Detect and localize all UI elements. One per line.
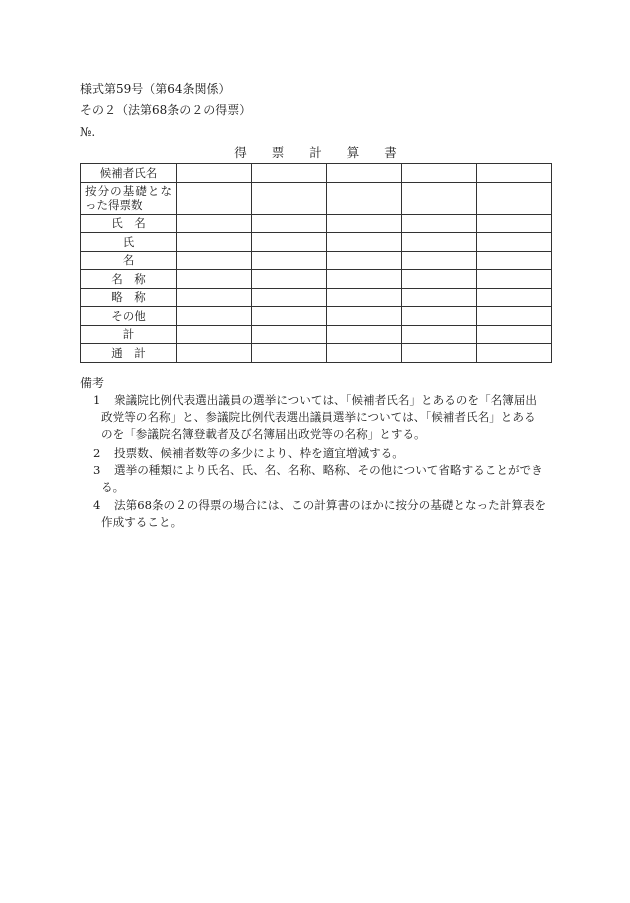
table-cell[interactable]	[327, 288, 402, 307]
table-cell[interactable]	[402, 214, 477, 233]
notes-heading: 備考	[80, 376, 105, 390]
row-label: 名	[81, 251, 177, 270]
row-label: 氏 名	[81, 214, 177, 233]
row-label: 氏	[81, 233, 177, 252]
note-text	[80, 392, 552, 444]
table-cell[interactable]	[327, 233, 402, 252]
note-line: 選挙の種類により氏名、氏、名、名称、略称、その他について省略することができ	[114, 463, 543, 477]
table-cell[interactable]	[327, 214, 402, 233]
table-cell[interactable]	[252, 325, 327, 344]
note-line: 作成すること。	[101, 515, 183, 530]
table-cell[interactable]	[477, 307, 552, 326]
table-row-running-total	[81, 344, 552, 363]
number-label: №.	[80, 125, 96, 139]
table-cell[interactable]	[177, 325, 252, 344]
table-cell[interactable]	[327, 182, 402, 214]
table-cell[interactable]	[177, 214, 252, 233]
table-cell[interactable]	[177, 307, 252, 326]
table-cell[interactable]	[252, 164, 327, 183]
row-label-text: 按分の基礎となった得票数	[85, 184, 172, 212]
table-row-abbreviation	[81, 288, 552, 307]
note-line: 法第68条の２の得票の場合には、この計算書のほかに按分の基礎となった計算表を	[114, 498, 547, 512]
table-cell[interactable]	[252, 307, 327, 326]
table-row-given-name	[81, 251, 552, 270]
table-cell[interactable]	[327, 270, 402, 289]
table-cell[interactable]	[327, 344, 402, 363]
row-label: その他	[81, 307, 177, 326]
table-cell[interactable]	[477, 233, 552, 252]
row-label: 名 称	[81, 270, 177, 289]
row-label	[81, 182, 177, 214]
table-cell[interactable]	[402, 251, 477, 270]
table-cell[interactable]	[327, 307, 402, 326]
table-cell[interactable]	[252, 182, 327, 214]
form-number: 様式第59号（第64条関係）	[80, 82, 231, 96]
table-row-party-name	[81, 270, 552, 289]
table-cell[interactable]	[252, 214, 327, 233]
note-item	[80, 497, 552, 531]
note-item	[80, 462, 552, 496]
table-cell[interactable]	[177, 270, 252, 289]
table-row-surname	[81, 233, 552, 252]
table-cell[interactable]	[177, 344, 252, 363]
note-number: 2	[93, 446, 101, 460]
table-cell[interactable]	[327, 164, 402, 183]
table-cell[interactable]	[402, 270, 477, 289]
note-line: のを「参議院名簿登載者及び名簿届出政党等の名称」とする。	[101, 427, 426, 442]
table-cell[interactable]	[402, 288, 477, 307]
table-cell[interactable]	[402, 307, 477, 326]
table-cell[interactable]	[177, 288, 252, 307]
table-row-full-name	[81, 214, 552, 233]
table-row-candidate-name	[81, 164, 552, 183]
table-row-apportionment-basis	[81, 182, 552, 214]
table-cell[interactable]	[402, 233, 477, 252]
note-text	[80, 445, 552, 462]
table-cell[interactable]	[477, 344, 552, 363]
note-line: る。	[101, 480, 125, 495]
table-row-other	[81, 307, 552, 326]
table-cell[interactable]	[477, 270, 552, 289]
note-item	[80, 392, 552, 444]
table-cell[interactable]	[402, 182, 477, 214]
table-cell[interactable]	[252, 270, 327, 289]
table-cell[interactable]	[477, 214, 552, 233]
note-line: 投票数、候補者数等の多少により、枠を適宜増減する。	[114, 446, 404, 460]
note-item	[80, 445, 552, 462]
table-cell[interactable]	[402, 344, 477, 363]
note-text	[80, 497, 552, 531]
table-cell[interactable]	[477, 164, 552, 183]
row-label: 略 称	[81, 288, 177, 307]
table-cell[interactable]	[177, 251, 252, 270]
table-cell[interactable]	[177, 182, 252, 214]
row-label: 通 計	[81, 344, 177, 363]
table-cell[interactable]	[402, 164, 477, 183]
row-label: 候補者氏名	[81, 164, 177, 183]
table-row-subtotal	[81, 325, 552, 344]
table-cell[interactable]	[477, 251, 552, 270]
note-number: 4	[93, 498, 101, 512]
table-cell[interactable]	[177, 164, 252, 183]
table-cell[interactable]	[252, 288, 327, 307]
table-cell[interactable]	[477, 182, 552, 214]
vote-calculation-table	[80, 163, 552, 363]
note-text	[80, 462, 552, 496]
row-label: 計	[81, 325, 177, 344]
form-subtitle: その２（法第68条の２の得票）	[80, 103, 252, 117]
table-cell[interactable]	[252, 233, 327, 252]
table-cell[interactable]	[327, 325, 402, 344]
note-line: 政党等の名称」と、参議院比例代表選出議員選挙については、「候補者氏名」とある	[101, 410, 536, 425]
table-cell[interactable]	[402, 325, 477, 344]
table-cell[interactable]	[177, 233, 252, 252]
note-number: 1	[93, 393, 101, 407]
table-cell[interactable]	[327, 251, 402, 270]
note-number: 3	[93, 463, 101, 477]
table-cell[interactable]	[252, 251, 327, 270]
table-cell[interactable]	[252, 344, 327, 363]
note-line: 衆議院比例代表選出議員の選挙については、「候補者氏名」とあるのを「名簿届出	[114, 393, 537, 407]
document-title: 得 票 計 算 書	[234, 145, 397, 160]
table-cell[interactable]	[477, 325, 552, 344]
table-cell[interactable]	[477, 288, 552, 307]
